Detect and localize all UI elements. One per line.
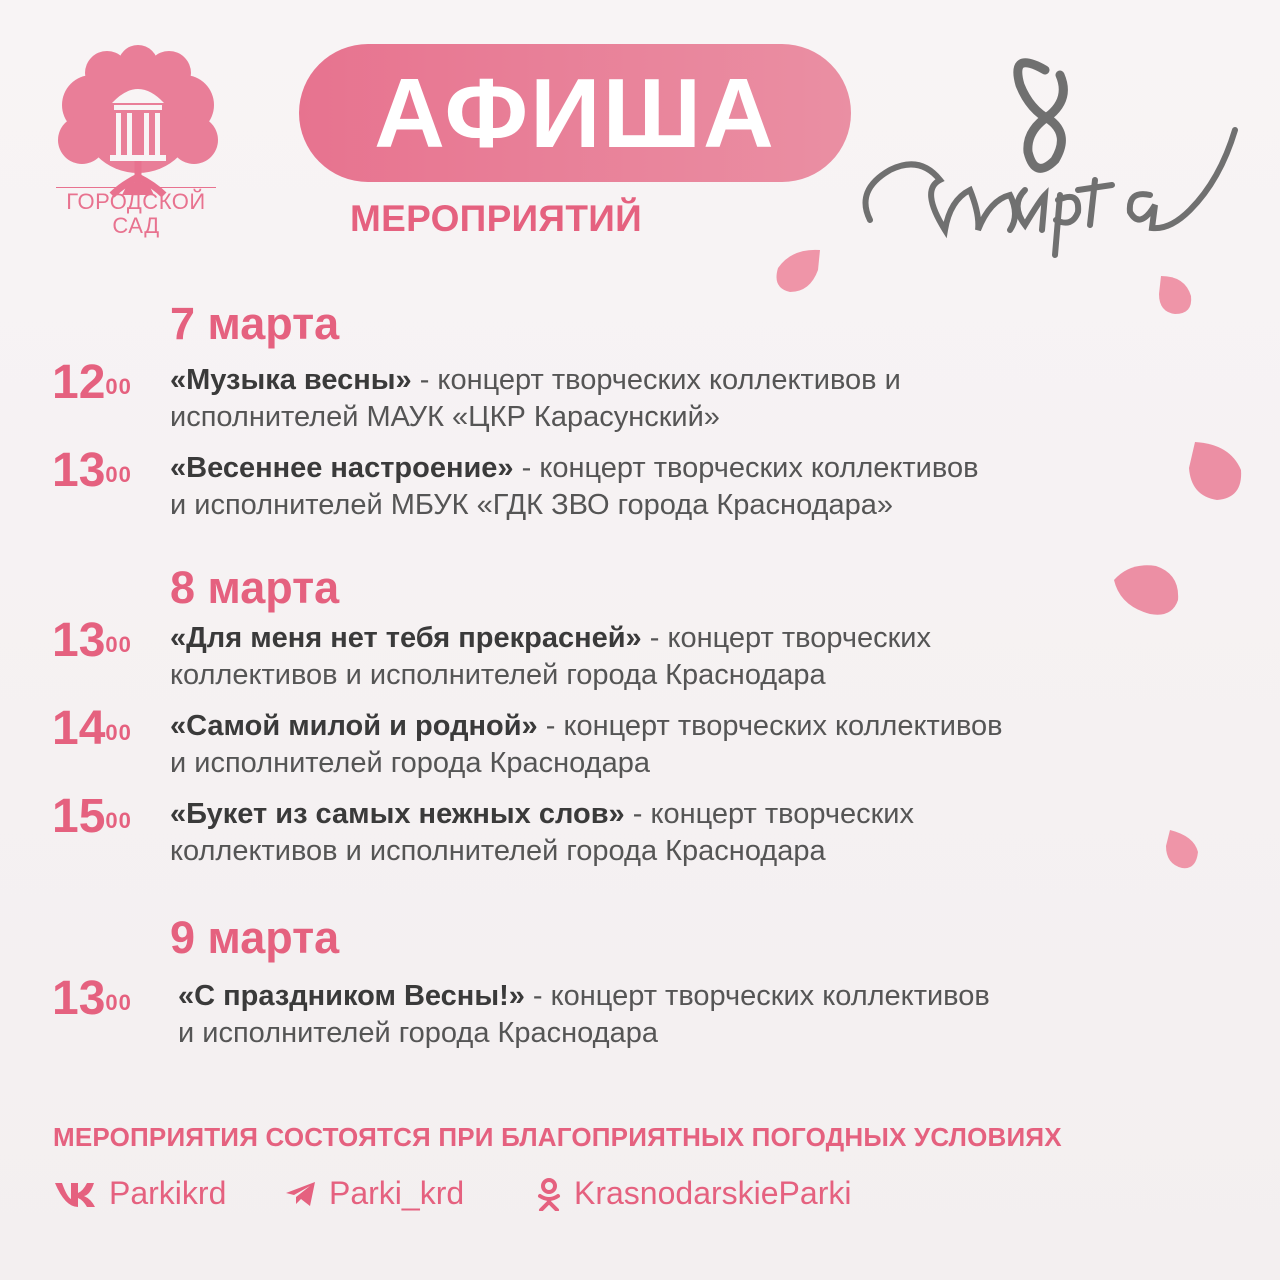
page-title: АФИША <box>374 57 776 168</box>
social-link-telegram[interactable]: Parki_krd <box>285 1175 464 1212</box>
weather-notice: МЕРОПРИЯТИЯ СОСТОЯТСЯ ПРИ БЛАГОПРИЯТНЫХ ПОГОДНЫХ УСЛОВИЯХ <box>53 1122 1062 1152</box>
petal-icon <box>772 248 824 296</box>
vk-icon <box>53 1179 97 1209</box>
title-pill <box>299 44 851 182</box>
day-heading: 9 марта <box>170 912 340 963</box>
logo-line2: САД <box>112 213 160 238</box>
petal-icon <box>1185 438 1245 504</box>
petal-icon <box>1110 560 1182 620</box>
page-subtitle: МЕРОПРИЯТИЙ <box>350 198 643 239</box>
logo-line1: ГОРОДСКОЙ <box>66 189 206 214</box>
social-link-odnoklassniki[interactable]: KrasnodarskieParki <box>536 1175 851 1212</box>
telegram-icon <box>285 1180 317 1208</box>
odnoklassniki-icon <box>536 1177 562 1211</box>
day-heading: 8 марта <box>170 562 340 613</box>
holiday-script-lettering <box>850 40 1250 260</box>
social-link-vk[interactable]: Parkikrd <box>53 1175 226 1212</box>
petal-icon <box>1155 272 1195 318</box>
day-heading: 7 марта <box>170 298 340 349</box>
